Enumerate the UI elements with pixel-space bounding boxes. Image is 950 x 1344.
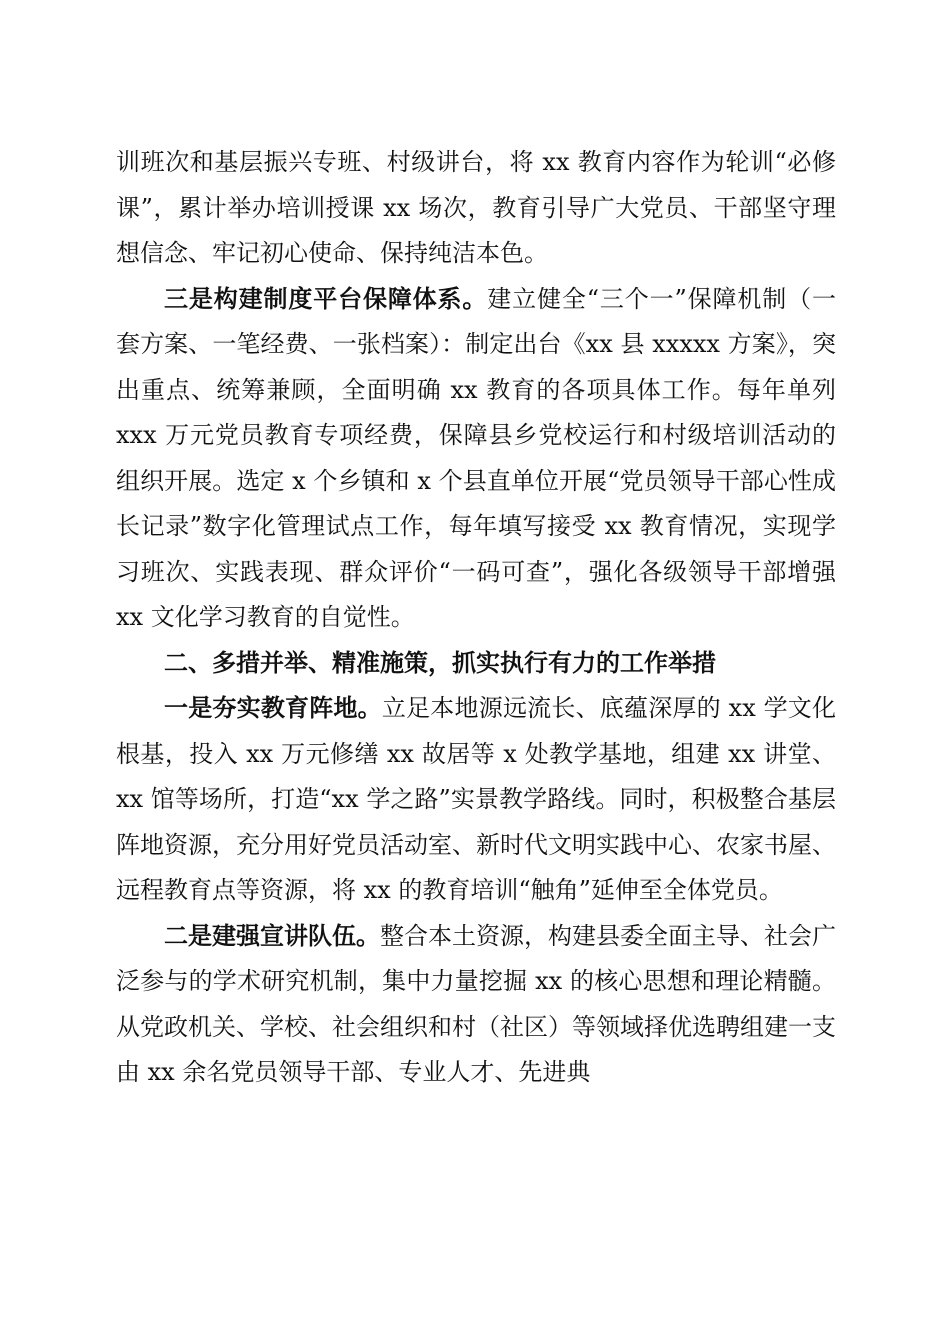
paragraph-lead: 二是建强宣讲队伍。 (164, 921, 380, 950)
document-page (116, 140, 836, 1096)
section-heading: 二、多措并举、精准施策，抓实执行有力的工作举措 (164, 648, 716, 677)
paragraph-text: 训班次和基层振兴专班、村级讲台，将 xx 教育内容作为轮训“必修课”，累计举办培训授课 xx 场次，教育引导广大党员、干部坚守理想信念、牢记初心使命、保持纯洁本色。 (116, 148, 836, 267)
paragraph-lecture-team (116, 914, 836, 1096)
paragraph-lead: 三是构建制度平台保障体系。 (164, 284, 488, 313)
paragraph-lead: 一是夯实教育阵地。 (164, 694, 382, 722)
paragraph-text: 建立健全“三个一”保障机制（一套方案、一笔经费、一张档案）：制定出台《xx 县 xxxxx 方案》，突出重点、统筹兼顾，全面明确 xx 教育的各项具体工作。每年单列 xxx 万元党员教育专项经费，保障县乡党校运行和村级培训活动的组织开展。选定 x 个乡镇和 x 个县直单位开展“党员领导干部心性成长记录”数字化管理试点工作，每年填写接受 xx 教育情况，实现学习班次、实践表现、群众评价“一码可查”，强化各级领导干部增强 xx 文化学习教育的自觉性。 (116, 284, 836, 631)
paragraph-text: 整合本土资源，构建县委全面主导、社会广泛参与的学术研究机制，集中力量挖掘 xx 的核心思想和理论精髓。从党政机关、学校、社会组织和村（社区）等领域择优选聘组建一支由 xx 余名党员领导干部、专业人才、先进典 (116, 921, 836, 1086)
paragraph-system-guarantee (116, 277, 836, 641)
paragraph-education-base (116, 686, 836, 914)
paragraph-continuation (116, 140, 836, 277)
paragraph-text: 立足本地源远流长、底蕴深厚的 xx 学文化根基，投入 xx 万元修缮 xx 故居等 x 处教学基地，组建 xx 讲堂、xx 馆等场所，打造“xx 学之路”实景教学路线。同时，积极整合基层阵地资源，充分用好党员活动室、新时代文明实践中心、农家书屋、远程教育点等资源，将 xx 的教育培训“触角”延伸至全体党员。 (116, 694, 836, 904)
